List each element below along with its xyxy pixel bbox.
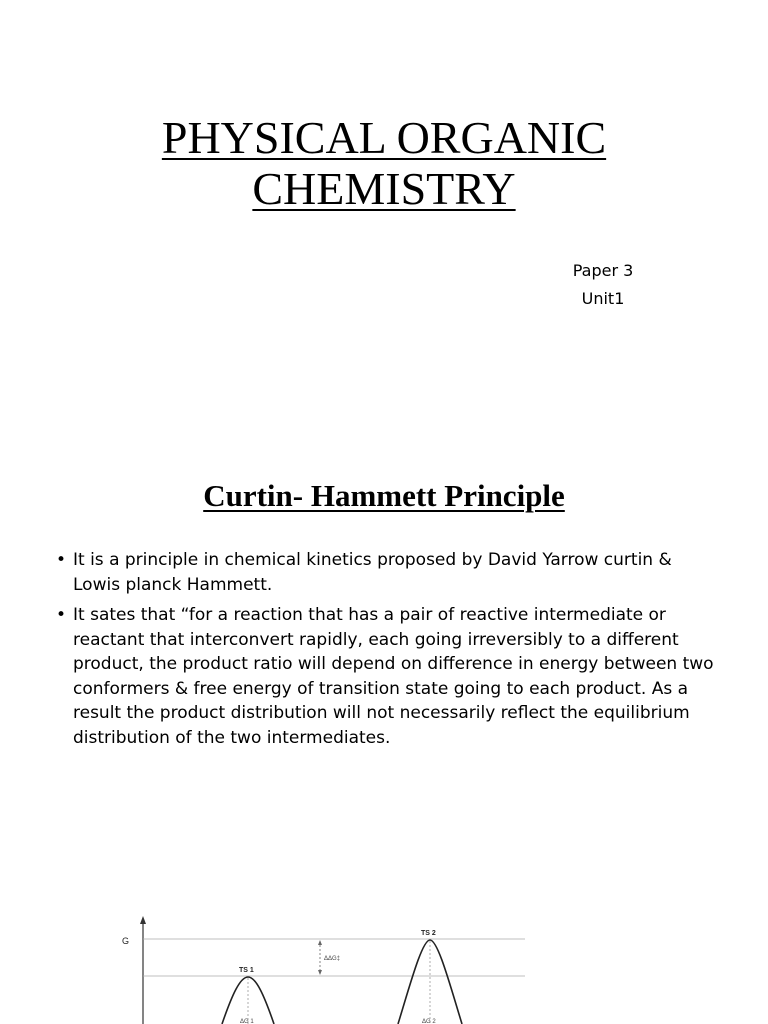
- bullet-item: [56, 548, 721, 597]
- unit-label: Unit1: [581, 289, 625, 308]
- heading-text: Curtin- Hammett Principle: [203, 478, 565, 513]
- diagram-axes: [140, 916, 146, 1024]
- gap-arrow-down-icon: [318, 970, 322, 975]
- bullet-item: [56, 603, 721, 750]
- bullet-dot-icon: •: [56, 605, 67, 625]
- title-line-2: CHEMISTRY: [252, 163, 516, 214]
- energy-diagram: [0, 900, 768, 1024]
- title-line-1: PHYSICAL ORGANIC: [161, 112, 607, 163]
- ts2-sub-label: ΔG 2: [422, 1019, 436, 1024]
- ts1-sub-label: ΔG 1: [240, 1019, 254, 1024]
- bullet-text: It sates that “for a reaction that has a pair of reactive intermediate or reactant that interconvert rapidly, each going irreversibly to a different product, the product ratio will depend on difference in energy between two conformers & free energy of transition state going to each product. As a result the product distribution will not necessarily reflect the equilibrium distribution of the two intermediates.: [73, 605, 714, 748]
- ts1-curve: [222, 977, 274, 1024]
- y-axis-label: G: [122, 936, 130, 946]
- y-axis-arrow-icon: [140, 916, 146, 924]
- bullet-list: [56, 548, 721, 756]
- ts1-label: TS 1: [239, 967, 254, 974]
- paper-label: Paper 3: [572, 261, 634, 280]
- bullet-dot-icon: •: [56, 550, 67, 570]
- gap-arrow-up-icon: [318, 940, 322, 945]
- gap-label: ΔΔG‡: [324, 956, 341, 962]
- gap-marker: [318, 940, 322, 975]
- slide-title: [0, 112, 768, 214]
- bullet-text: It is a principle in chemical kinetics proposed by David Yarrow curtin & Lowis planck Hammett.: [73, 550, 672, 595]
- ts2-label: TS 2: [421, 930, 436, 937]
- slide-heading: [0, 478, 768, 514]
